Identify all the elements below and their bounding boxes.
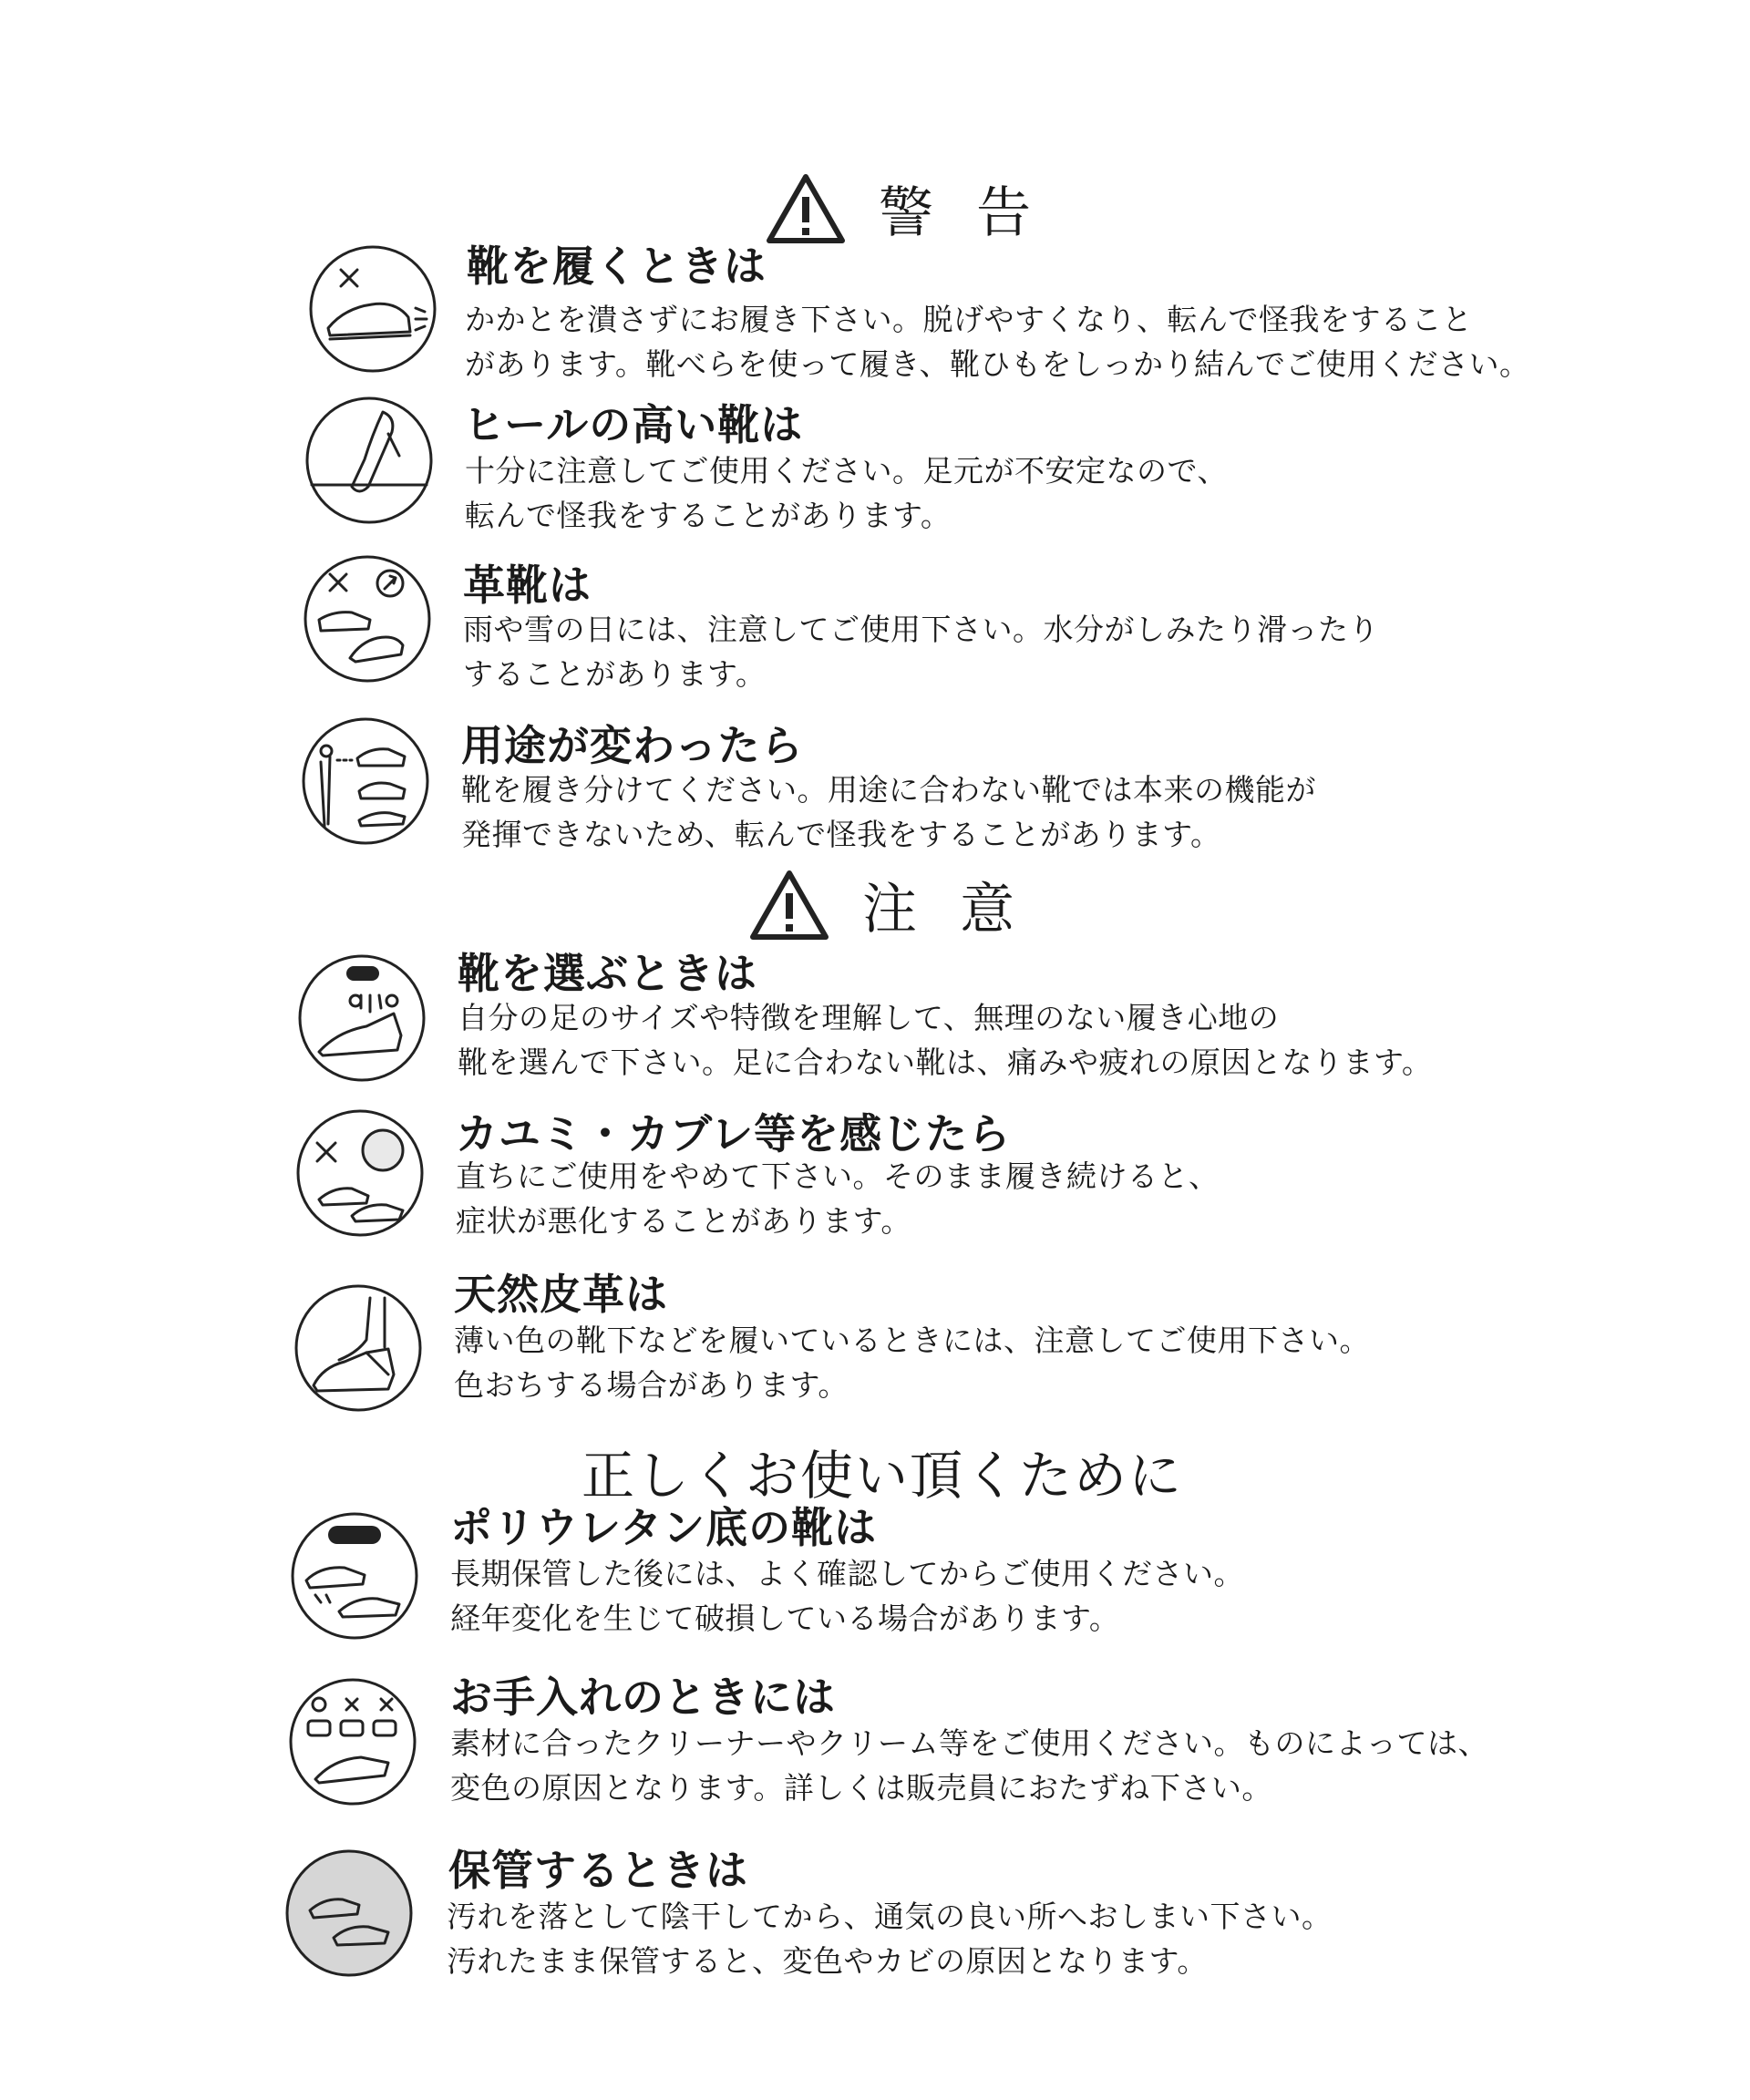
item-body [465,448,1228,538]
section-warning-heading [766,170,1044,248]
rash-icon [295,1108,425,1238]
rain-shoe-icon [303,554,432,684]
item-title: 保管するときは [448,1846,748,1895]
item-body [465,297,1530,386]
item-body [461,767,1316,857]
item-title: ポリウレタン底の靴は [450,1503,878,1552]
section-caution-heading [749,866,1027,944]
item-title: 靴を履くときは [467,242,767,291]
item-body [454,1318,1370,1407]
body-line: 発揮できないため、転んで怪我をすることがあります。 [461,817,1221,852]
item-title: 革靴は [463,561,592,610]
body-line: 汚れたまま保管すると、変色やカビの原因となります。 [447,1943,1208,1979]
storage-icon [284,1848,414,1978]
item-title: 用途が変わったら [461,721,804,770]
item-body [463,607,1379,696]
body-line: 薄い色の靴下などを履いているときには、注意してご使用下さい。 [454,1323,1370,1358]
body-line: 経年変化を生じて破損している場合があります。 [450,1601,1120,1636]
body-line: 十分に注意してご使用ください。足元が不安定なので、 [465,453,1228,489]
aging-sole-icon [290,1511,419,1641]
shoe-switch-icon [301,716,430,846]
high-heel-icon [304,396,434,525]
body-line: 色おちする場合があります。 [454,1367,849,1403]
shoe-cream-icon [288,1677,417,1807]
item-title: お手入れのときには [450,1673,836,1722]
item-title: 天然皮革は [454,1270,668,1319]
body-line: があります。靴べらを使って履き、靴ひもをしっかり結んでご使用ください。 [465,346,1530,382]
body-line: 汚れを落として陰干してから、通気の良い所へおしまい下さい。 [447,1899,1333,1934]
body-line: 長期保管した後には、よく確認してからご使用ください。 [450,1556,1244,1591]
section-caution-label: 注 意 [862,878,1028,942]
sock-stain-icon [293,1283,423,1413]
foot-fit-icon [297,953,427,1083]
heel-crush-icon [308,244,438,374]
body-line: 転んで怪我をすることがあります。 [465,498,952,533]
body-line: 靴を履き分けてください。用途に合わない靴では本来の機能が [461,772,1316,808]
item-body [450,1551,1244,1641]
item-body [456,1154,1220,1243]
body-line: 自分の足のサイズや特徴を理解して、無理のない履き心地の [458,1000,1280,1035]
body-line: することがあります。 [463,656,767,692]
body-line: 症状が悪化することがあります。 [456,1203,911,1239]
item-title: カユミ・カブレ等を感じたら [456,1109,1012,1158]
item-body [450,1721,1488,1810]
item-title: 靴を選ぶときは [458,949,757,998]
body-line: 雨や雪の日には、注意してご使用下さい。水分がしみたり滑ったり [463,612,1379,647]
section-warning-label: 警 告 [879,181,1045,245]
body-line: 変色の原因となります。詳しくは販売員におたずね下さい。 [450,1770,1272,1806]
warning-triangle-icon [766,173,846,244]
body-line: 靴を選んで下さい。足に合わない靴は、痛みや疲れの原因となります。 [458,1045,1433,1080]
section-usage-heading: 正しくお使い頂くために [582,1445,1184,1507]
body-line: 直ちにご使用をやめて下さい。そのまま履き続けると、 [456,1158,1220,1194]
item-body [447,1894,1333,1983]
warning-triangle-icon [749,870,829,941]
body-line: 素材に合ったクリーナーやクリーム等をご使用ください。ものによっては、 [450,1725,1488,1761]
item-body [458,995,1432,1085]
item-title: ヒールの高い靴は [463,400,804,449]
body-line: かかとを潰さずにお履き下さい。脱げやすくなり、転んで怪我をすること [465,302,1473,337]
